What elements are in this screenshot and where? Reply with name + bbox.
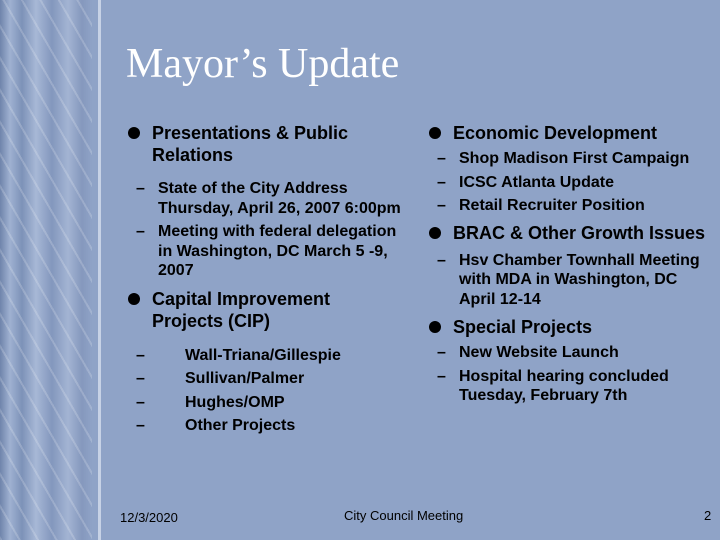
list-item: – State of the City Address Thursday, April 26, 2007 6:00pm [126, 179, 406, 218]
list-item: – Retail Recruiter Position [427, 196, 709, 216]
list-item: – Hughes/OMP [126, 393, 406, 413]
decorative-stripes [0, 0, 92, 540]
right-column [427, 122, 709, 406]
slide-title: Mayor’s Update [126, 41, 400, 87]
list-item: – Wall-Triana/Gillespie [126, 346, 406, 366]
list-item: – Shop Madison First Campaign [427, 149, 709, 169]
left-column [126, 122, 406, 436]
list-item: – Sullivan/Palmer [126, 369, 406, 389]
list-item: – New Website Launch [427, 343, 709, 363]
page-number: 2 [704, 508, 712, 523]
decorative-divider-line [98, 0, 101, 540]
list-item: – Hospital hearing concluded Tuesday, February 7th [427, 367, 709, 406]
section-heading-economic-development: Economic Development [427, 122, 709, 144]
section-heading-special-projects: Special Projects [427, 316, 709, 338]
footer-center: City Council Meeting [344, 508, 464, 523]
list-item: – Other Projects [126, 416, 406, 436]
list-item: – ICSC Atlanta Update [427, 173, 709, 193]
list-item: – Meeting with federal delegation in Washington, DC March 5 -9, 2007 [126, 222, 406, 281]
list-item: – Hsv Chamber Townhall Meeting with MDA in Washington, DC April 12-14 [427, 251, 709, 310]
footer-date: 12/3/2020 [120, 510, 178, 525]
section-heading-brac: BRAC & Other Growth Issues [427, 222, 709, 244]
section-heading-presentations: Presentations & Public Relations [126, 122, 406, 166]
section-heading-cip: Capital Improvement Projects (CIP) [126, 288, 406, 332]
